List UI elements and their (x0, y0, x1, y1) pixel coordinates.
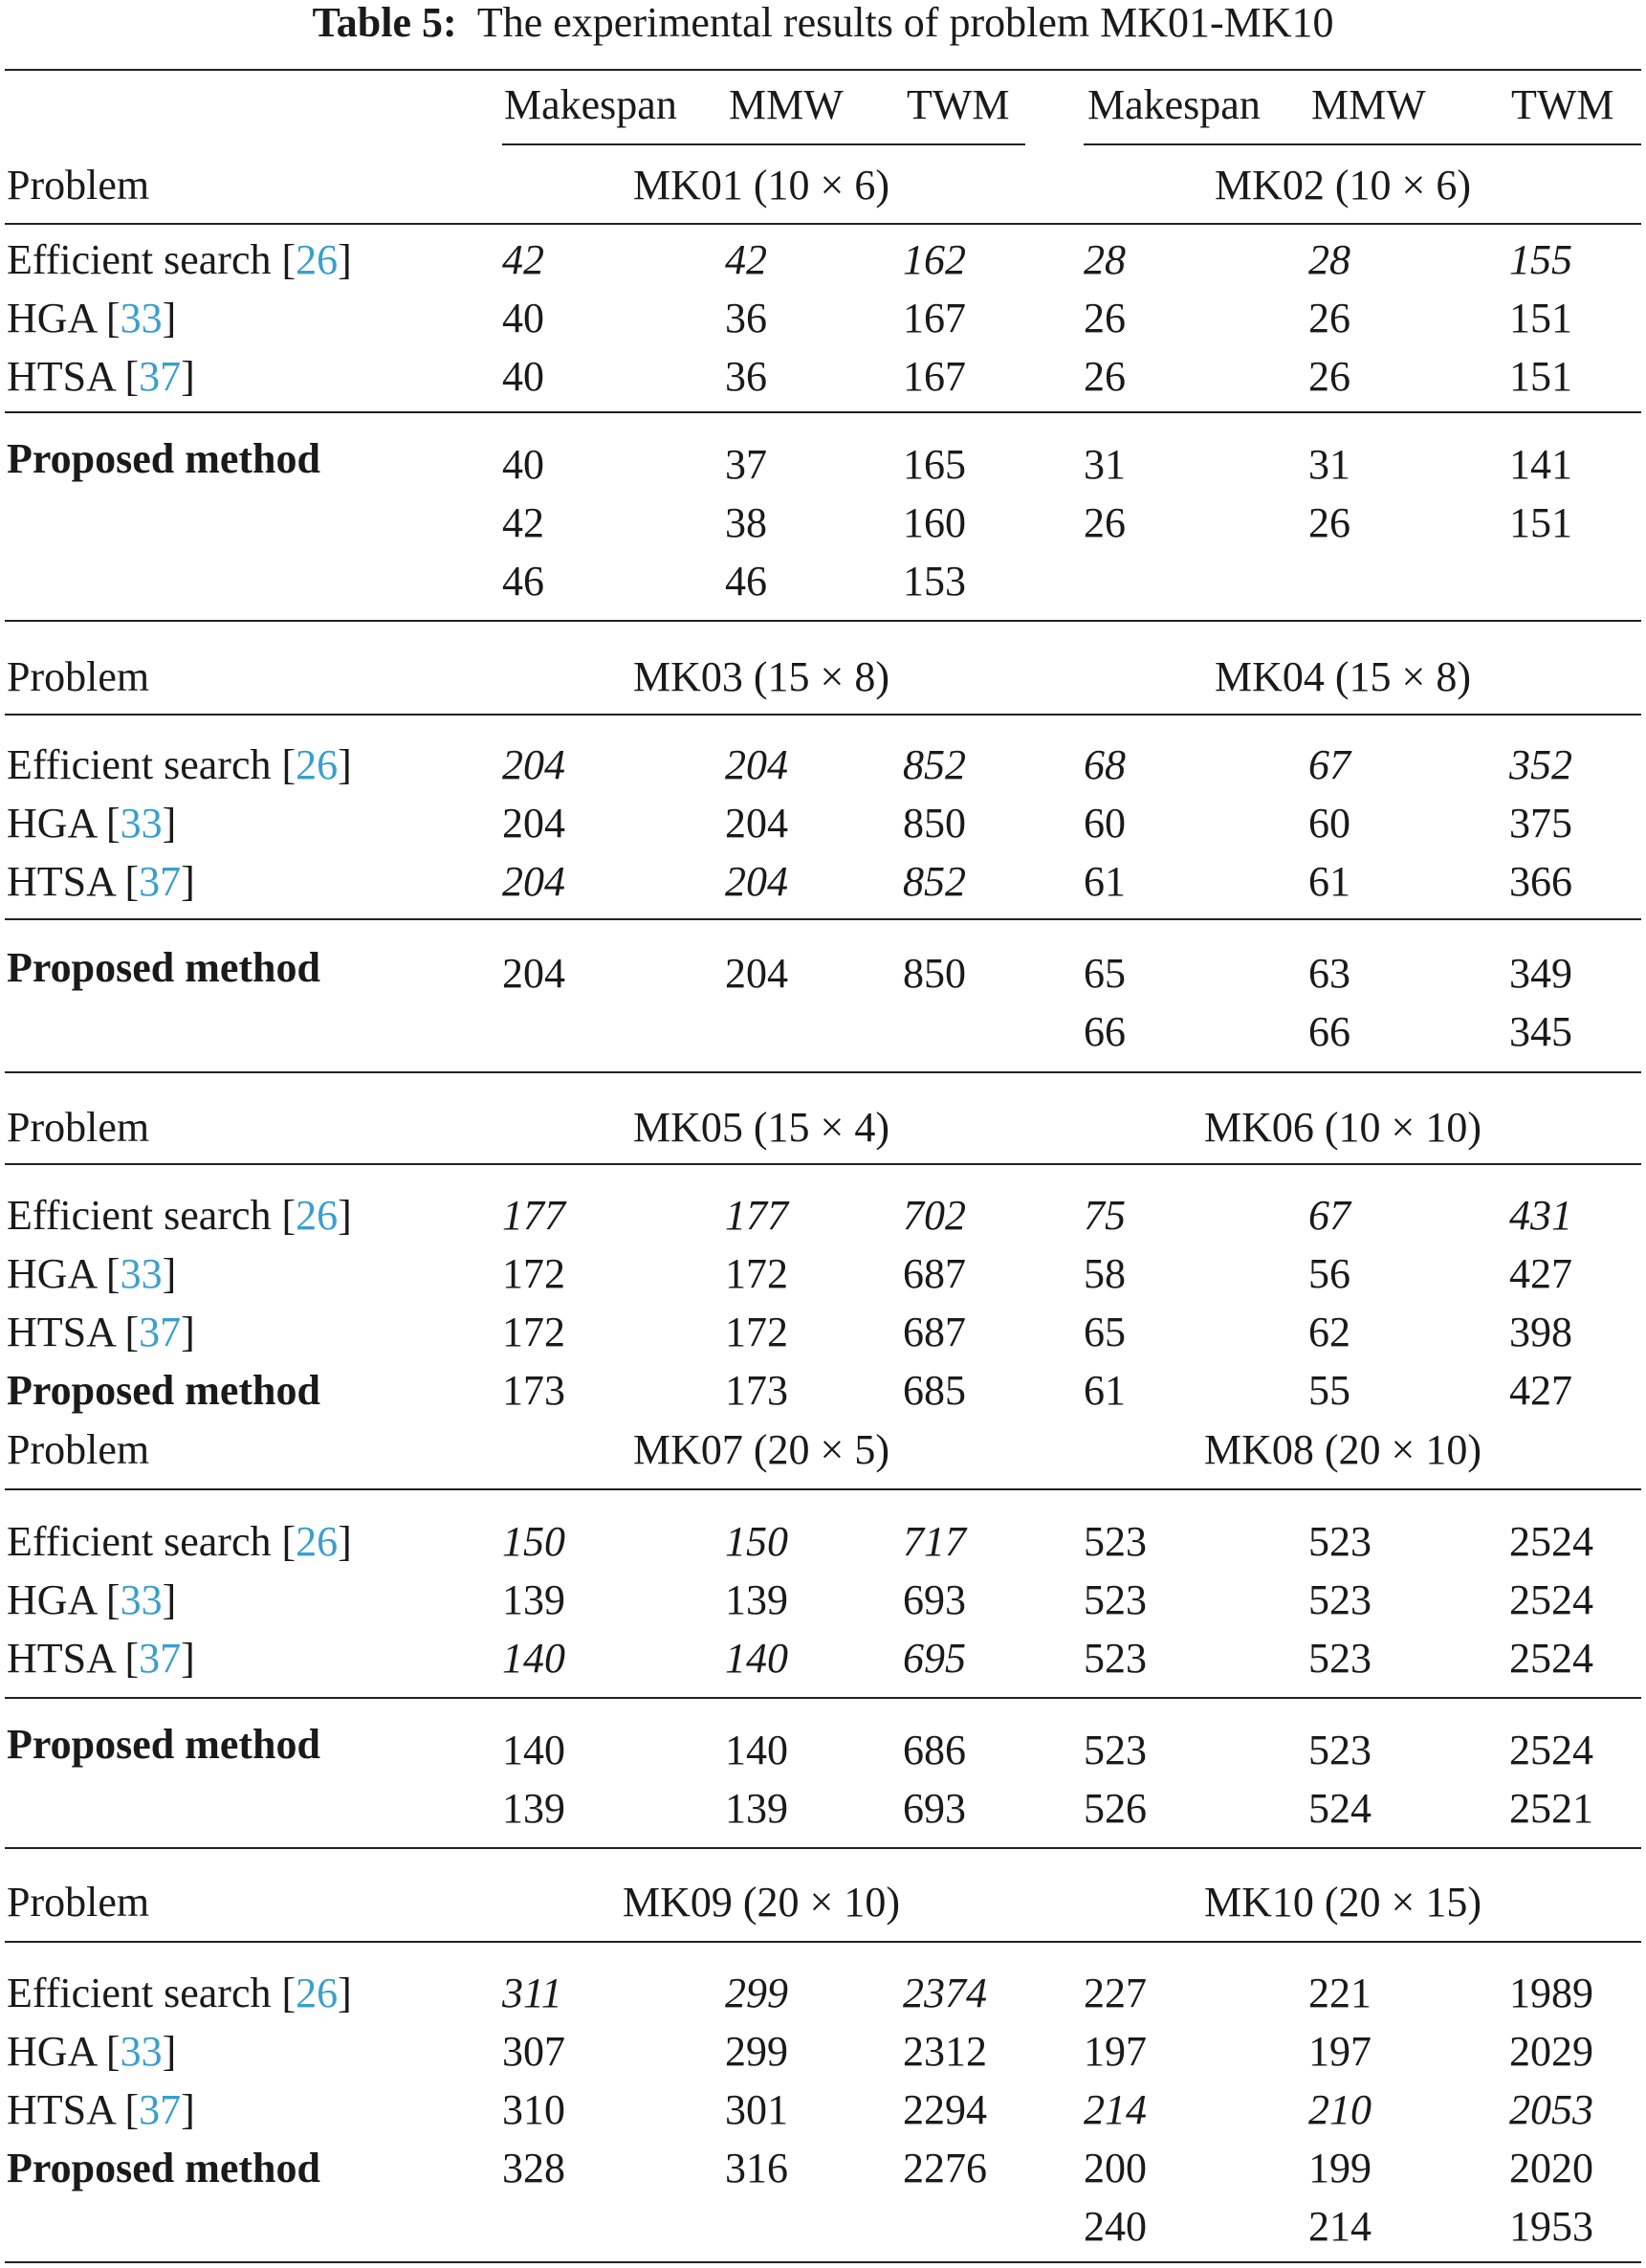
method-label-proposed (7, 434, 320, 484)
column-header: Makespan (504, 81, 677, 128)
citation-link[interactable]: 26 (296, 1192, 339, 1239)
table-cell: 139 (725, 1785, 788, 1832)
method-name: HTSA [ (7, 353, 140, 400)
table-cell: 173 (725, 1367, 788, 1414)
bracket-close: ] (338, 1192, 352, 1239)
table-cell: 167 (903, 295, 966, 341)
table-cell: 2020 (1509, 2145, 1593, 2191)
section-rule (5, 223, 1641, 225)
table-cell: 197 (1308, 2028, 1372, 2075)
citation-link[interactable]: 26 (296, 236, 339, 283)
method-name: Proposed method (7, 1721, 320, 1768)
citation-link[interactable]: 37 (139, 2086, 182, 2133)
table-cell: 172 (725, 1309, 788, 1355)
table-cell: 140 (725, 1727, 788, 1773)
table-cell: 2521 (1509, 1785, 1593, 1832)
table-cell: 349 (1509, 950, 1572, 997)
method-name: Proposed method (7, 435, 320, 482)
method-name: Proposed method (7, 944, 320, 991)
method-label-proposed (7, 2144, 320, 2193)
method-label-efficient (7, 1191, 352, 1241)
column-header: TWM (907, 81, 1010, 128)
problem-name: MK01 (10 × 6) (632, 162, 890, 209)
table-cell: 523 (1084, 1576, 1147, 1623)
table-cell: 26 (1308, 353, 1350, 400)
problem-name: MK09 (20 × 10) (622, 1879, 901, 1926)
table-cell: 204 (502, 741, 565, 788)
problem-name: MK03 (15 × 8) (632, 653, 890, 700)
method-label-hga (7, 1575, 176, 1625)
table-cell: 26 (1084, 499, 1126, 546)
citation-link[interactable]: 26 (296, 1970, 339, 2016)
bracket-close: ] (338, 1970, 352, 2016)
table-cell: 204 (502, 858, 565, 905)
section-rule (5, 1488, 1641, 1490)
table-cell: 67 (1308, 1192, 1350, 1239)
problem-label: Problem (7, 653, 150, 700)
bracket-close: ] (162, 2028, 177, 2075)
table-cell: 2276 (903, 2145, 987, 2191)
table-cell: 162 (903, 236, 966, 283)
table-cell: 328 (502, 2145, 565, 2191)
table-cell: 523 (1308, 1518, 1372, 1565)
table-cell: 2374 (903, 1970, 987, 2016)
table-caption (0, 0, 1646, 46)
table-cell: 523 (1308, 1635, 1372, 1682)
table-cell: 63 (1308, 950, 1350, 997)
column-header: Makespan (1087, 81, 1261, 128)
citation-link[interactable]: 37 (139, 353, 182, 400)
table-cell: 427 (1509, 1367, 1572, 1414)
table-cell: 40 (502, 353, 544, 400)
table-cell: 61 (1084, 1367, 1126, 1414)
table-cell: 177 (502, 1192, 565, 1239)
table-cell: 523 (1084, 1635, 1147, 1682)
bracket-close: ] (181, 1635, 195, 1682)
table-cell: 204 (502, 950, 565, 997)
table-cell: 204 (725, 858, 788, 905)
table-cell: 687 (903, 1309, 966, 1355)
table-cell: 167 (903, 353, 966, 400)
table-cell: 366 (1509, 858, 1572, 905)
method-name: Proposed method (7, 1367, 320, 1414)
method-name: HGA [ (7, 2028, 121, 2075)
method-label-htsa (7, 1308, 195, 1357)
table-cell: 177 (725, 1192, 788, 1239)
problem-label: Problem (7, 1879, 150, 1926)
method-name: HGA [ (7, 1250, 121, 1297)
table-cell: 523 (1084, 1518, 1147, 1565)
table-cell: 62 (1308, 1309, 1350, 1355)
method-name: HTSA [ (7, 1635, 140, 1682)
table-cell: 26 (1308, 295, 1350, 341)
bracket-close: ] (181, 1309, 195, 1355)
method-label-efficient (7, 1969, 352, 2018)
table-cell: 37 (725, 441, 767, 488)
table-cell: 345 (1509, 1008, 1572, 1055)
table-cell: 60 (1308, 800, 1350, 847)
bracket-close: ] (338, 1518, 352, 1565)
table-cell: 172 (725, 1250, 788, 1297)
bracket-close: ] (181, 858, 195, 905)
table-cell: 26 (1084, 353, 1126, 400)
caption-label: Table 5: (312, 0, 457, 46)
method-label-proposed (7, 1720, 320, 1770)
table-cell: 693 (903, 1785, 966, 1832)
bracket-close: ] (162, 1250, 177, 1297)
table-cell: 65 (1084, 950, 1126, 997)
table-cell: 2524 (1509, 1576, 1593, 1623)
table-cell: 524 (1308, 1785, 1372, 1832)
method-name: HTSA [ (7, 1309, 140, 1355)
table-cell: 204 (502, 800, 565, 847)
table-cell: 523 (1308, 1727, 1372, 1773)
table-top-rule (5, 69, 1641, 71)
table-cell: 200 (1084, 2145, 1147, 2191)
table-cell: 151 (1509, 353, 1572, 400)
citation-link[interactable]: 33 (120, 295, 163, 341)
table-cell: 687 (903, 1250, 966, 1297)
section-rule (5, 1071, 1641, 1073)
section-rule (5, 714, 1641, 716)
method-name: HTSA [ (7, 2086, 140, 2133)
problem-name: MK07 (20 × 5) (632, 1426, 890, 1473)
section-rule (5, 411, 1641, 413)
table-cell: 40 (502, 441, 544, 488)
caption-text: The experimental results of problem MK01-MK10 (476, 0, 1334, 46)
table-cell: 850 (903, 800, 966, 847)
problem-name: MK08 (20 × 10) (1203, 1426, 1482, 1473)
table-cell: 427 (1509, 1250, 1572, 1297)
table-cell: 55 (1308, 1367, 1350, 1414)
citation-link[interactable]: 26 (296, 1518, 339, 1565)
table-cell: 2294 (903, 2086, 987, 2133)
problem-label: Problem (7, 162, 150, 209)
table-cell: 140 (502, 1727, 565, 1773)
table-cell: 65 (1084, 1309, 1126, 1355)
table-cell: 1953 (1509, 2203, 1593, 2250)
section-rule (5, 1847, 1641, 1849)
problem-name: MK04 (15 × 8) (1214, 653, 1472, 700)
table-cell: 26 (1084, 295, 1126, 341)
problem-label: Problem (7, 1426, 150, 1473)
bracket-close: ] (162, 295, 177, 341)
table-cell: 685 (903, 1367, 966, 1414)
citation-link[interactable]: 33 (120, 800, 163, 847)
table-cell: 140 (725, 1635, 788, 1682)
table-cell: 58 (1084, 1250, 1126, 1297)
method-label-proposed (7, 1366, 320, 1416)
table-cell: 204 (725, 950, 788, 997)
method-label-hga (7, 2027, 176, 2077)
method-name: Efficient search [ (7, 741, 296, 788)
table-cell: 150 (725, 1518, 788, 1565)
citation-link[interactable]: 33 (120, 2028, 163, 2075)
table-cell: 850 (903, 950, 966, 997)
table-cell: 227 (1084, 1970, 1147, 2016)
table-cell: 214 (1084, 2086, 1147, 2133)
table-cell: 139 (502, 1785, 565, 1832)
table-cell: 139 (725, 1576, 788, 1623)
table-cell: 56 (1308, 1250, 1350, 1297)
table-cell: 398 (1509, 1309, 1572, 1355)
table-cell: 307 (502, 2028, 565, 2075)
table-cell: 352 (1509, 741, 1572, 788)
table-cell: 42 (502, 236, 544, 283)
table-cell: 42 (725, 236, 767, 283)
section-rule (5, 1697, 1641, 1699)
column-header: MMW (729, 81, 844, 128)
table-cell: 60 (1084, 800, 1126, 847)
table-cell: 31 (1084, 441, 1126, 488)
method-name: Efficient search [ (7, 236, 296, 283)
table-cell: 311 (502, 1970, 562, 2016)
method-label-hga (7, 799, 176, 848)
table-cell: 214 (1308, 2203, 1372, 2250)
table-cell: 2524 (1509, 1635, 1593, 1682)
table-cell: 151 (1509, 499, 1572, 546)
bracket-close: ] (162, 1576, 177, 1623)
bracket-close: ] (181, 2086, 195, 2133)
table-cell: 695 (903, 1635, 966, 1682)
table-cell: 2053 (1509, 2086, 1593, 2133)
table-cell: 140 (502, 1635, 565, 1682)
method-name: HGA [ (7, 800, 121, 847)
table-cell: 523 (1308, 1576, 1372, 1623)
citation-link[interactable]: 33 (120, 1576, 163, 1623)
table-cell: 151 (1509, 295, 1572, 341)
table-cell: 240 (1084, 2203, 1147, 2250)
table-cell: 46 (725, 558, 767, 605)
bracket-close: ] (338, 236, 352, 283)
method-label-efficient (7, 235, 352, 285)
section-rule (5, 2261, 1641, 2263)
table-cell: 67 (1308, 741, 1350, 788)
column-header: TWM (1511, 81, 1614, 128)
table-cell: 686 (903, 1727, 966, 1773)
method-name: Efficient search [ (7, 1518, 296, 1565)
table-cell: 139 (502, 1576, 565, 1623)
bracket-close: ] (181, 353, 195, 400)
method-name: Efficient search [ (7, 1970, 296, 2016)
method-label-proposed (7, 943, 320, 993)
table-cell: 46 (502, 558, 544, 605)
method-name: HGA [ (7, 295, 121, 341)
problem-name: MK10 (20 × 15) (1203, 1879, 1482, 1926)
bracket-close: ] (162, 800, 177, 847)
table-cell: 141 (1509, 441, 1572, 488)
table-cell: 375 (1509, 800, 1572, 847)
table-cell: 2524 (1509, 1727, 1593, 1773)
table-cell: 26 (1308, 499, 1350, 546)
table-cell: 2524 (1509, 1518, 1593, 1565)
method-label-htsa (7, 352, 195, 402)
table-cell: 693 (903, 1576, 966, 1623)
header-group-rule (1084, 143, 1641, 145)
table-cell: 66 (1308, 1008, 1350, 1055)
column-header: MMW (1311, 81, 1426, 128)
method-name: HTSA [ (7, 858, 140, 905)
table-cell: 40 (502, 295, 544, 341)
table-cell: 204 (725, 800, 788, 847)
problem-name: MK06 (10 × 10) (1203, 1104, 1482, 1151)
table-cell: 165 (903, 441, 966, 488)
citation-link[interactable]: 37 (139, 858, 182, 905)
table-cell: 702 (903, 1192, 966, 1239)
table-cell: 28 (1308, 236, 1350, 283)
table-cell: 66 (1084, 1008, 1126, 1055)
table-cell: 316 (725, 2145, 788, 2191)
method-label-hga (7, 294, 176, 343)
table-cell: 38 (725, 499, 767, 546)
table-cell: 299 (725, 1970, 788, 2016)
table-cell: 150 (502, 1518, 565, 1565)
method-name: Efficient search [ (7, 1192, 296, 1239)
citation-link[interactable]: 33 (120, 1250, 163, 1297)
table-cell: 210 (1308, 2086, 1372, 2133)
table-cell: 31 (1308, 441, 1350, 488)
table-cell: 310 (502, 2086, 565, 2133)
table-cell: 36 (725, 353, 767, 400)
table-cell: 68 (1084, 741, 1126, 788)
table-cell: 173 (502, 1367, 565, 1414)
citation-link[interactable]: 26 (296, 741, 339, 788)
method-name: Proposed method (7, 2145, 320, 2191)
table-cell: 75 (1084, 1192, 1126, 1239)
table-cell: 852 (903, 741, 966, 788)
table-cell: 197 (1084, 2028, 1147, 2075)
table-cell: 42 (502, 499, 544, 546)
table-cell: 526 (1084, 1785, 1147, 1832)
table-cell: 301 (725, 2086, 788, 2133)
section-rule (5, 620, 1641, 622)
method-name: HGA [ (7, 1576, 121, 1623)
table-cell: 204 (725, 741, 788, 788)
table-cell: 523 (1084, 1727, 1147, 1773)
section-rule (5, 1163, 1641, 1165)
method-label-efficient (7, 1517, 352, 1567)
problem-label: Problem (7, 1104, 150, 1151)
table-cell: 2312 (903, 2028, 987, 2075)
bracket-close: ] (338, 741, 352, 788)
table-cell: 717 (903, 1518, 966, 1565)
table-cell: 36 (725, 295, 767, 341)
table-cell: 155 (1509, 236, 1572, 283)
table-cell: 28 (1084, 236, 1126, 283)
table-cell: 431 (1509, 1192, 1572, 1239)
problem-name: MK02 (10 × 6) (1214, 162, 1472, 209)
table-cell: 299 (725, 2028, 788, 2075)
table-cell: 1989 (1509, 1970, 1593, 2016)
section-rule (5, 1941, 1641, 1943)
method-label-htsa (7, 1634, 195, 1684)
table-cell: 160 (903, 499, 966, 546)
citation-link[interactable]: 37 (139, 1635, 182, 1682)
table-cell: 153 (903, 558, 966, 605)
section-rule (5, 918, 1641, 920)
table-cell: 61 (1084, 858, 1126, 905)
method-label-htsa (7, 2085, 195, 2135)
method-label-efficient (7, 740, 352, 790)
citation-link[interactable]: 37 (139, 1309, 182, 1355)
method-label-hga (7, 1249, 176, 1299)
table-cell: 199 (1308, 2145, 1372, 2191)
table-cell: 852 (903, 858, 966, 905)
table-cell: 221 (1308, 1970, 1372, 2016)
header-group-rule (502, 143, 1025, 145)
problem-name: MK05 (15 × 4) (632, 1104, 890, 1151)
table-cell: 2029 (1509, 2028, 1593, 2075)
table-cell: 172 (502, 1250, 565, 1297)
table-cell: 172 (502, 1309, 565, 1355)
method-label-htsa (7, 857, 195, 907)
table-cell: 61 (1308, 858, 1350, 905)
